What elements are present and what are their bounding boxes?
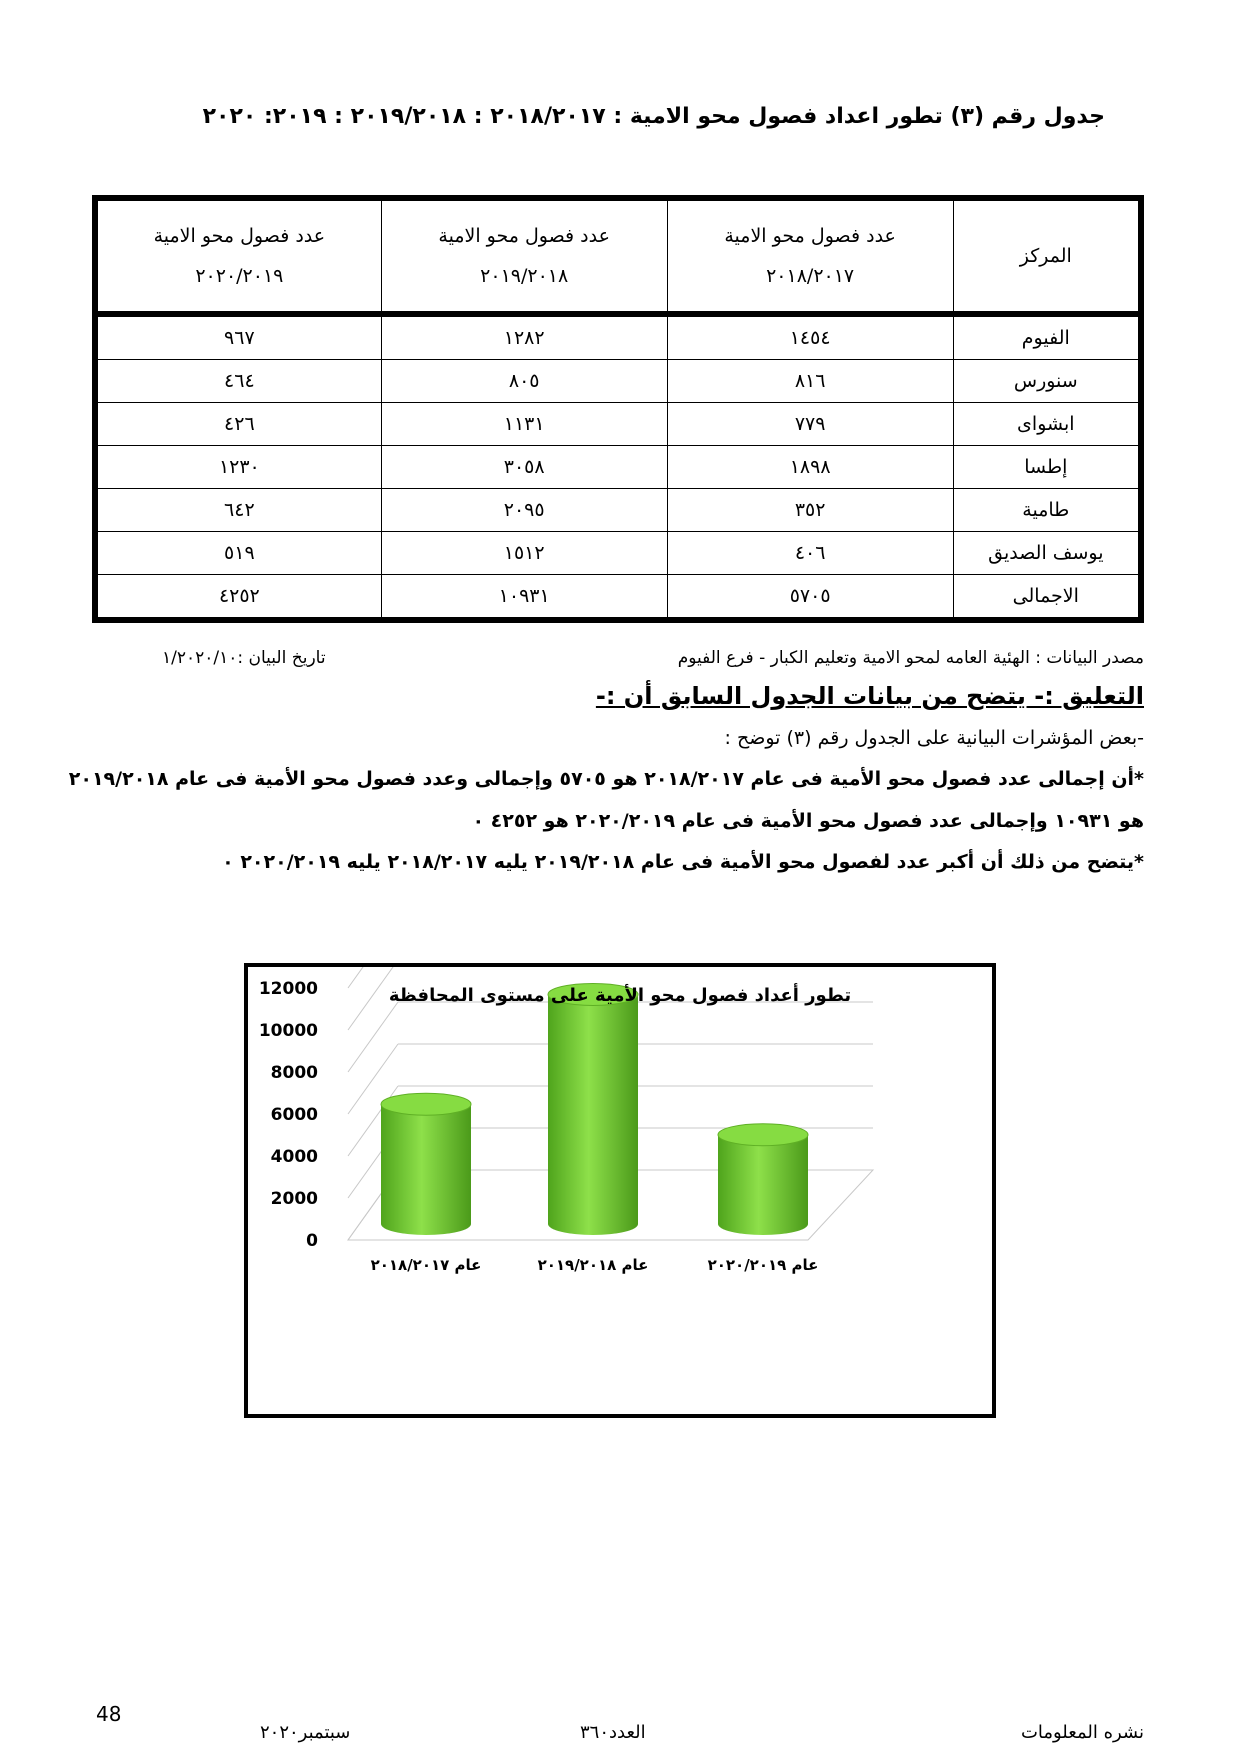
y-tick-label: 10000 <box>258 1021 318 1041</box>
gridline-side <box>348 1002 398 1072</box>
footer-month: سبتمبر٢٠٢٠ <box>260 1722 351 1743</box>
chart-container <box>244 963 996 1418</box>
x-category-label: عام ٢٠١٨/٢٠١٧ <box>370 1256 482 1274</box>
bar-chart <box>248 967 992 1414</box>
y-tick-label: 0 <box>306 1231 318 1251</box>
y-tick-label: 12000 <box>258 979 318 999</box>
table-row: يوسف الصديق ٤٠٦ ١٥١٢ ٥١٩ <box>98 532 1139 575</box>
y-tick-label: 6000 <box>270 1105 318 1125</box>
bar-3 <box>718 1124 808 1235</box>
y-tick-label: 4000 <box>270 1147 318 1167</box>
bar-body <box>548 994 638 1235</box>
page-number: 48 <box>96 1702 122 1726</box>
table-row: إطسا ١٨٩٨ ٣٠٥٨ ١٢٣٠ <box>98 446 1139 489</box>
paragraph-totals-1: *أن إجمالى عدد فصول محو الأمية فى عام ٢٠١٨/٢٠١٧ هو ٥٧٠٥ وإجمالى وعدد فصول محو الأمية فى عام ٢٠١٩/٢٠١٨ <box>68 768 1144 790</box>
bar-top <box>718 1124 808 1146</box>
table-row: طامية ٣٥٢ ٢٠٩٥ ٦٤٢ <box>98 489 1139 532</box>
table-header-row <box>98 201 1139 315</box>
bar-top <box>381 1093 471 1115</box>
bar-2 <box>548 983 638 1235</box>
header-center: المركز <box>953 201 1138 315</box>
table-row: سنورس ٨١٦ ٨٠٥ ٤٦٤ <box>98 360 1139 403</box>
paragraph-conclusion: *يتضح من ذلك أن أكبر عدد لفصول محو الأمية فى عام ٢٠١٩/٢٠١٨ يليه ٢٠١٨/٢٠١٧ يليه ٢٠٢٠/٢٠١٩ ٠ <box>222 851 1144 873</box>
data-date: تاريخ البيان :١/٢٠٢٠/١٠ <box>162 648 326 668</box>
bar-body <box>381 1104 471 1235</box>
y-tick-label: 8000 <box>270 1063 318 1083</box>
x-category-label: عام ٢٠٢٠/٢٠١٩ <box>707 1256 819 1274</box>
bar-body <box>718 1135 808 1235</box>
data-table <box>92 195 1144 623</box>
data-source: مصدر البيانات : الهئية العامه لمحو الامية وتعليم الكبار - فرع الفيوم <box>677 648 1144 668</box>
x-category-label: عام ٢٠١٩/٢٠١٨ <box>537 1256 649 1274</box>
chart-title: تطور أعداد فصول محو الأمية على مستوى المحافظة <box>388 985 852 1006</box>
footer-publication: نشره المعلومات <box>1020 1722 1144 1743</box>
y-tick-label: 2000 <box>270 1189 318 1209</box>
table-row-total: الاجمالى ٥٧٠٥ ١٠٩٣١ ٤٢٥٢ <box>98 575 1139 618</box>
header-2017-2018: عدد فصول محو الامية ٢٠١٨/٢٠١٧ <box>667 201 953 315</box>
table-row: الفيوم ١٤٥٤ ١٢٨٢ ٩٦٧ <box>98 314 1139 360</box>
table-row: ابشواى ٧٧٩ ١١٣١ ٤٢٦ <box>98 403 1139 446</box>
paragraph-totals-2: هو ١٠٩٣١ وإجمالى عدد فصول محو الأمية فى عام ٢٠٢٠/٢٠١٩ هو ٤٢٥٢ ٠ <box>472 810 1144 832</box>
table-title: جدول رقم (٣) تطور اعداد فصول محو الامية : ٢٠١٨/٢٠١٧ : ٢٠١٩/٢٠١٨ : ٢٠١٩: ٢٠٢٠ <box>202 104 1105 129</box>
header-2018-2019: عدد فصول محو الامية ٢٠١٩/٢٠١٨ <box>381 201 667 315</box>
comment-heading: التعليق :- يتضح من بيانات الجدول السابق أن :- <box>595 682 1144 710</box>
bar-1 <box>381 1093 471 1235</box>
header-2019-2020: عدد فصول محو الامية ٢٠٢٠/٢٠١٩ <box>98 201 382 315</box>
footer-issue: العدد٣٦٠ <box>580 1722 646 1743</box>
paragraph-indicators: -بعض المؤشرات البيانية على الجدول رقم (٣) توضح : <box>724 727 1144 749</box>
